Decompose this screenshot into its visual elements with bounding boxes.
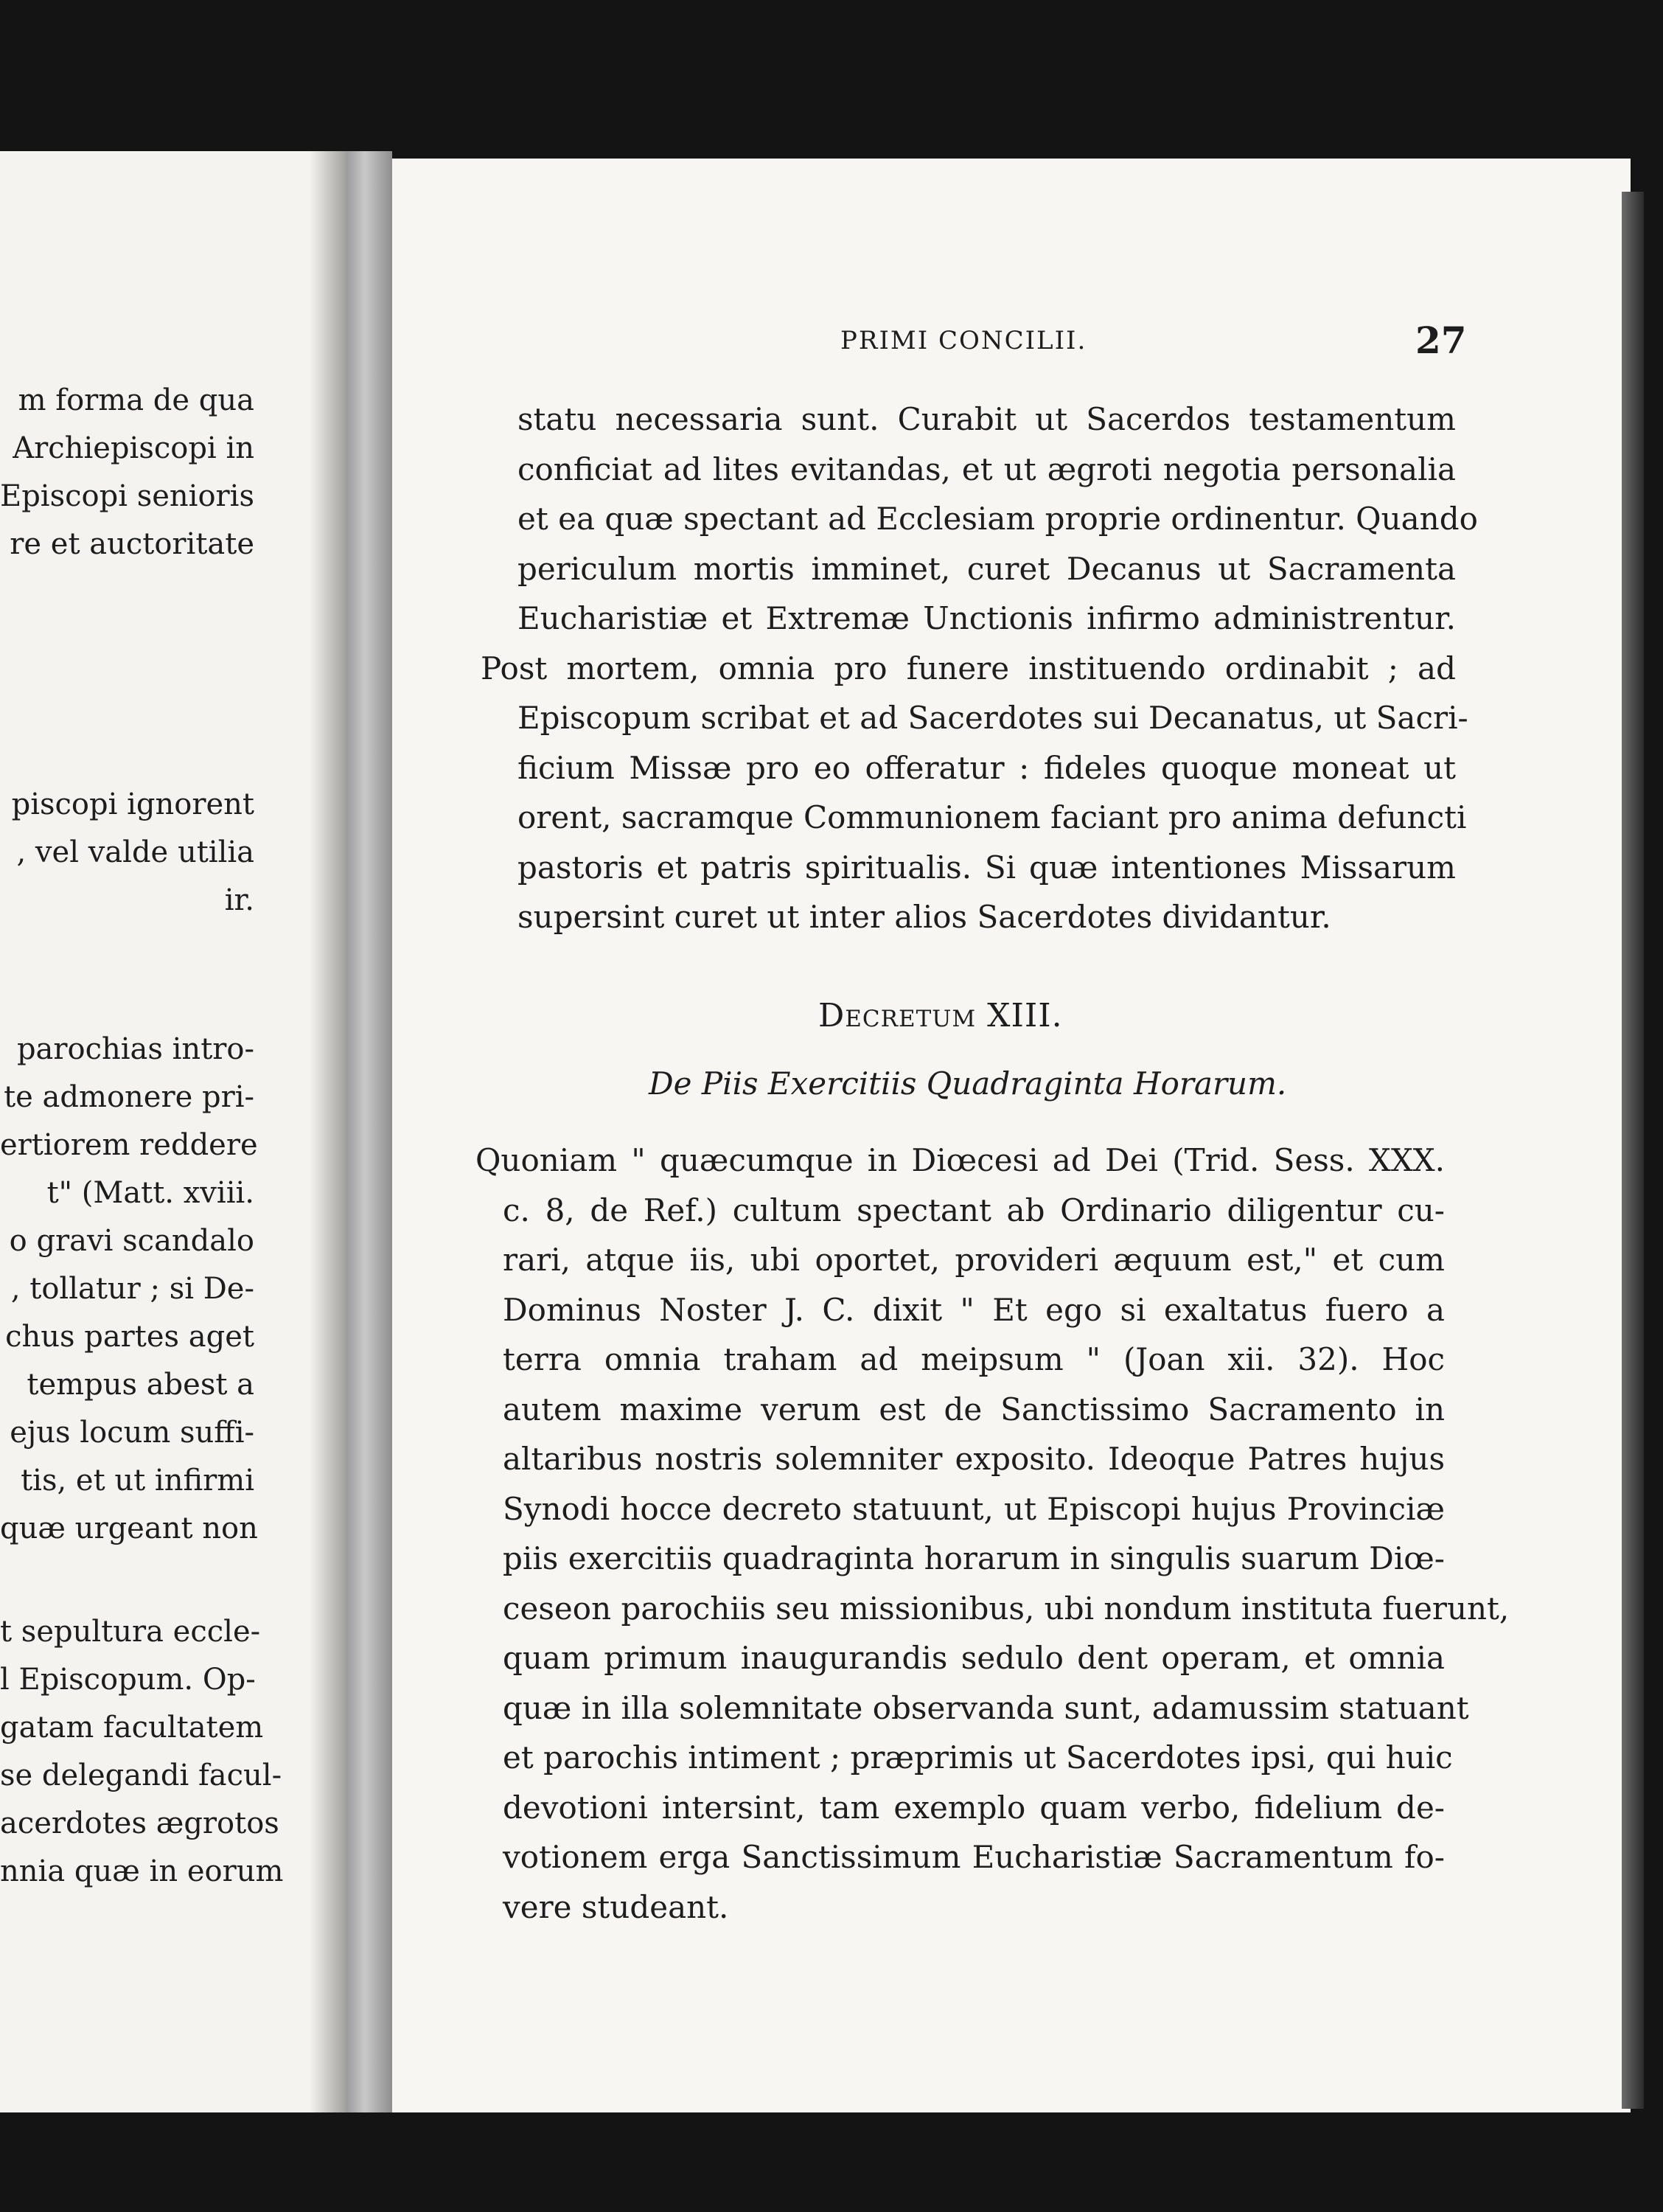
left-page-line: piscopi ignorent: [11, 787, 254, 821]
left-page-gutter-shadow: [310, 151, 346, 2112]
left-page-line: l Episcopum. Op-: [0, 1663, 256, 1697]
left-page-line: t" (Matt. xviii.: [46, 1176, 254, 1210]
left-page: [0, 151, 346, 2112]
left-page-line: nnia quæ in eorum: [0, 1854, 284, 1888]
text-line: Dominus Noster J. C. dixit " Et ego si exaltatus fuero a: [503, 1291, 1445, 1328]
left-page-line: gatam facultatem: [0, 1711, 264, 1745]
left-page-line: te admonere pri-: [4, 1080, 254, 1114]
text-line: piis exercitiis quadraginta horarum in singulis suarum Diœ-: [503, 1540, 1445, 1576]
text-line: terra omnia traham ad meipsum " (Joan xii. 32). Hoc: [503, 1341, 1445, 1377]
text-line: et ea quæ spectant ad Ecclesiam proprie ordinentur. Quando: [517, 501, 1478, 537]
text-line: quæ in illa solemnitate observanda sunt, adamussim statuant: [503, 1689, 1469, 1726]
text-line: rari, atque iis, ubi oportet, provideri æquum est," et cum: [503, 1242, 1445, 1278]
left-page-line: ejus locum suffi-: [10, 1416, 254, 1450]
text-line: devotioni intersint, tam exemplo quam verbo, fidelium de-: [503, 1789, 1445, 1826]
left-page-line: Archiepiscopi in: [13, 431, 254, 465]
decree-subheading: De Piis Exercitiis Quadraginta Horarum.: [649, 1065, 1287, 1102]
text-line: vere studeant.: [503, 1888, 729, 1925]
text-line: quam primum inaugurandis sedulo dent operam, et omnia: [503, 1640, 1445, 1676]
text-line: et parochis intiment ; præprimis ut Sacerdotes ipsi, qui huic: [503, 1739, 1453, 1775]
left-page-line: ir.: [224, 883, 254, 917]
left-page-line: quæ urgeant non: [0, 1512, 258, 1545]
text-line: votionem erga Sanctissimum Eucharistiæ Sacramentum fo-: [503, 1839, 1445, 1875]
book-gutter: [346, 151, 392, 2112]
left-page-line: , vel valde utilia: [16, 835, 254, 869]
text-line: ceseon parochiis seu missionibus, ubi nondum instituta fuerunt,: [503, 1590, 1510, 1627]
text-line: orent, sacramque Communionem faciant pro anima defuncti: [517, 799, 1467, 835]
text-line: ficium Missæ pro eo offeratur : fideles quoque moneat ut: [517, 749, 1456, 786]
left-page-line: se delegandi facul-: [0, 1759, 282, 1792]
text-line: autem maxime verum est de Sanctissimo Sacramento in: [503, 1391, 1445, 1427]
left-page-line: parochias intro-: [16, 1032, 254, 1066]
page-number: 27: [1415, 319, 1467, 362]
text-line: statu necessaria sunt. Curabit ut Sacerdos testamentum: [517, 401, 1456, 437]
text-line: Post mortem, omnia pro funere instituendo ordinabit ; ad: [481, 650, 1456, 686]
text-line: Quoniam " quæcumque in Diœcesi ad Dei (Trid. Sess. XXX.: [475, 1142, 1445, 1178]
left-page-line: re et auctoritate: [10, 527, 254, 561]
left-page-line: o gravi scandalo: [9, 1224, 254, 1258]
text-line: Episcopum scribat et ad Sacerdotes sui Decanatus, ut Sacri-: [517, 700, 1468, 736]
text-line: periculum mortis imminet, curet Decanus ut Sacramenta: [517, 550, 1456, 587]
left-page-line: Episcopi senioris: [0, 479, 254, 513]
left-page-line: m forma de qua: [18, 383, 254, 417]
left-page-line: t sepultura eccle-: [0, 1615, 261, 1649]
left-page-line: chus partes aget: [5, 1320, 254, 1354]
left-page-line: acerdotes ægrotos: [0, 1806, 279, 1840]
text-line: supersint curet ut inter alios Sacerdotes dividantur.: [517, 899, 1331, 935]
text-line: Synodi hocce decreto statuunt, ut Episcopi hujus Provinciæ: [503, 1490, 1445, 1527]
text-line: conficiat ad lites evitandas, et ut ægroti negotia personalia: [517, 451, 1456, 487]
text-line: Eucharistiæ et Extremæ Unctionis infirmo administrentur.: [517, 600, 1456, 636]
right-page-edge: [1622, 192, 1644, 2109]
text-line: altaribus nostris solemniter exposito. Ideoque Patres hujus: [503, 1441, 1445, 1477]
left-page-line: tis, et ut infirmi: [21, 1464, 254, 1498]
text-line: pastoris et patris spiritualis. Si quæ intentiones Missarum: [517, 849, 1456, 886]
text-line: c. 8, de Ref.) cultum spectant ab Ordinario diligentur cu-: [503, 1192, 1445, 1228]
running-head: PRIMI CONCILII.: [840, 326, 1087, 355]
decree-heading: Decretum XIII.: [818, 997, 1063, 1034]
left-page-line: , tollatur ; si De-: [10, 1272, 254, 1306]
left-page-line: tempus abest a: [27, 1368, 254, 1402]
left-page-line: ertiorem reddere: [0, 1128, 258, 1162]
